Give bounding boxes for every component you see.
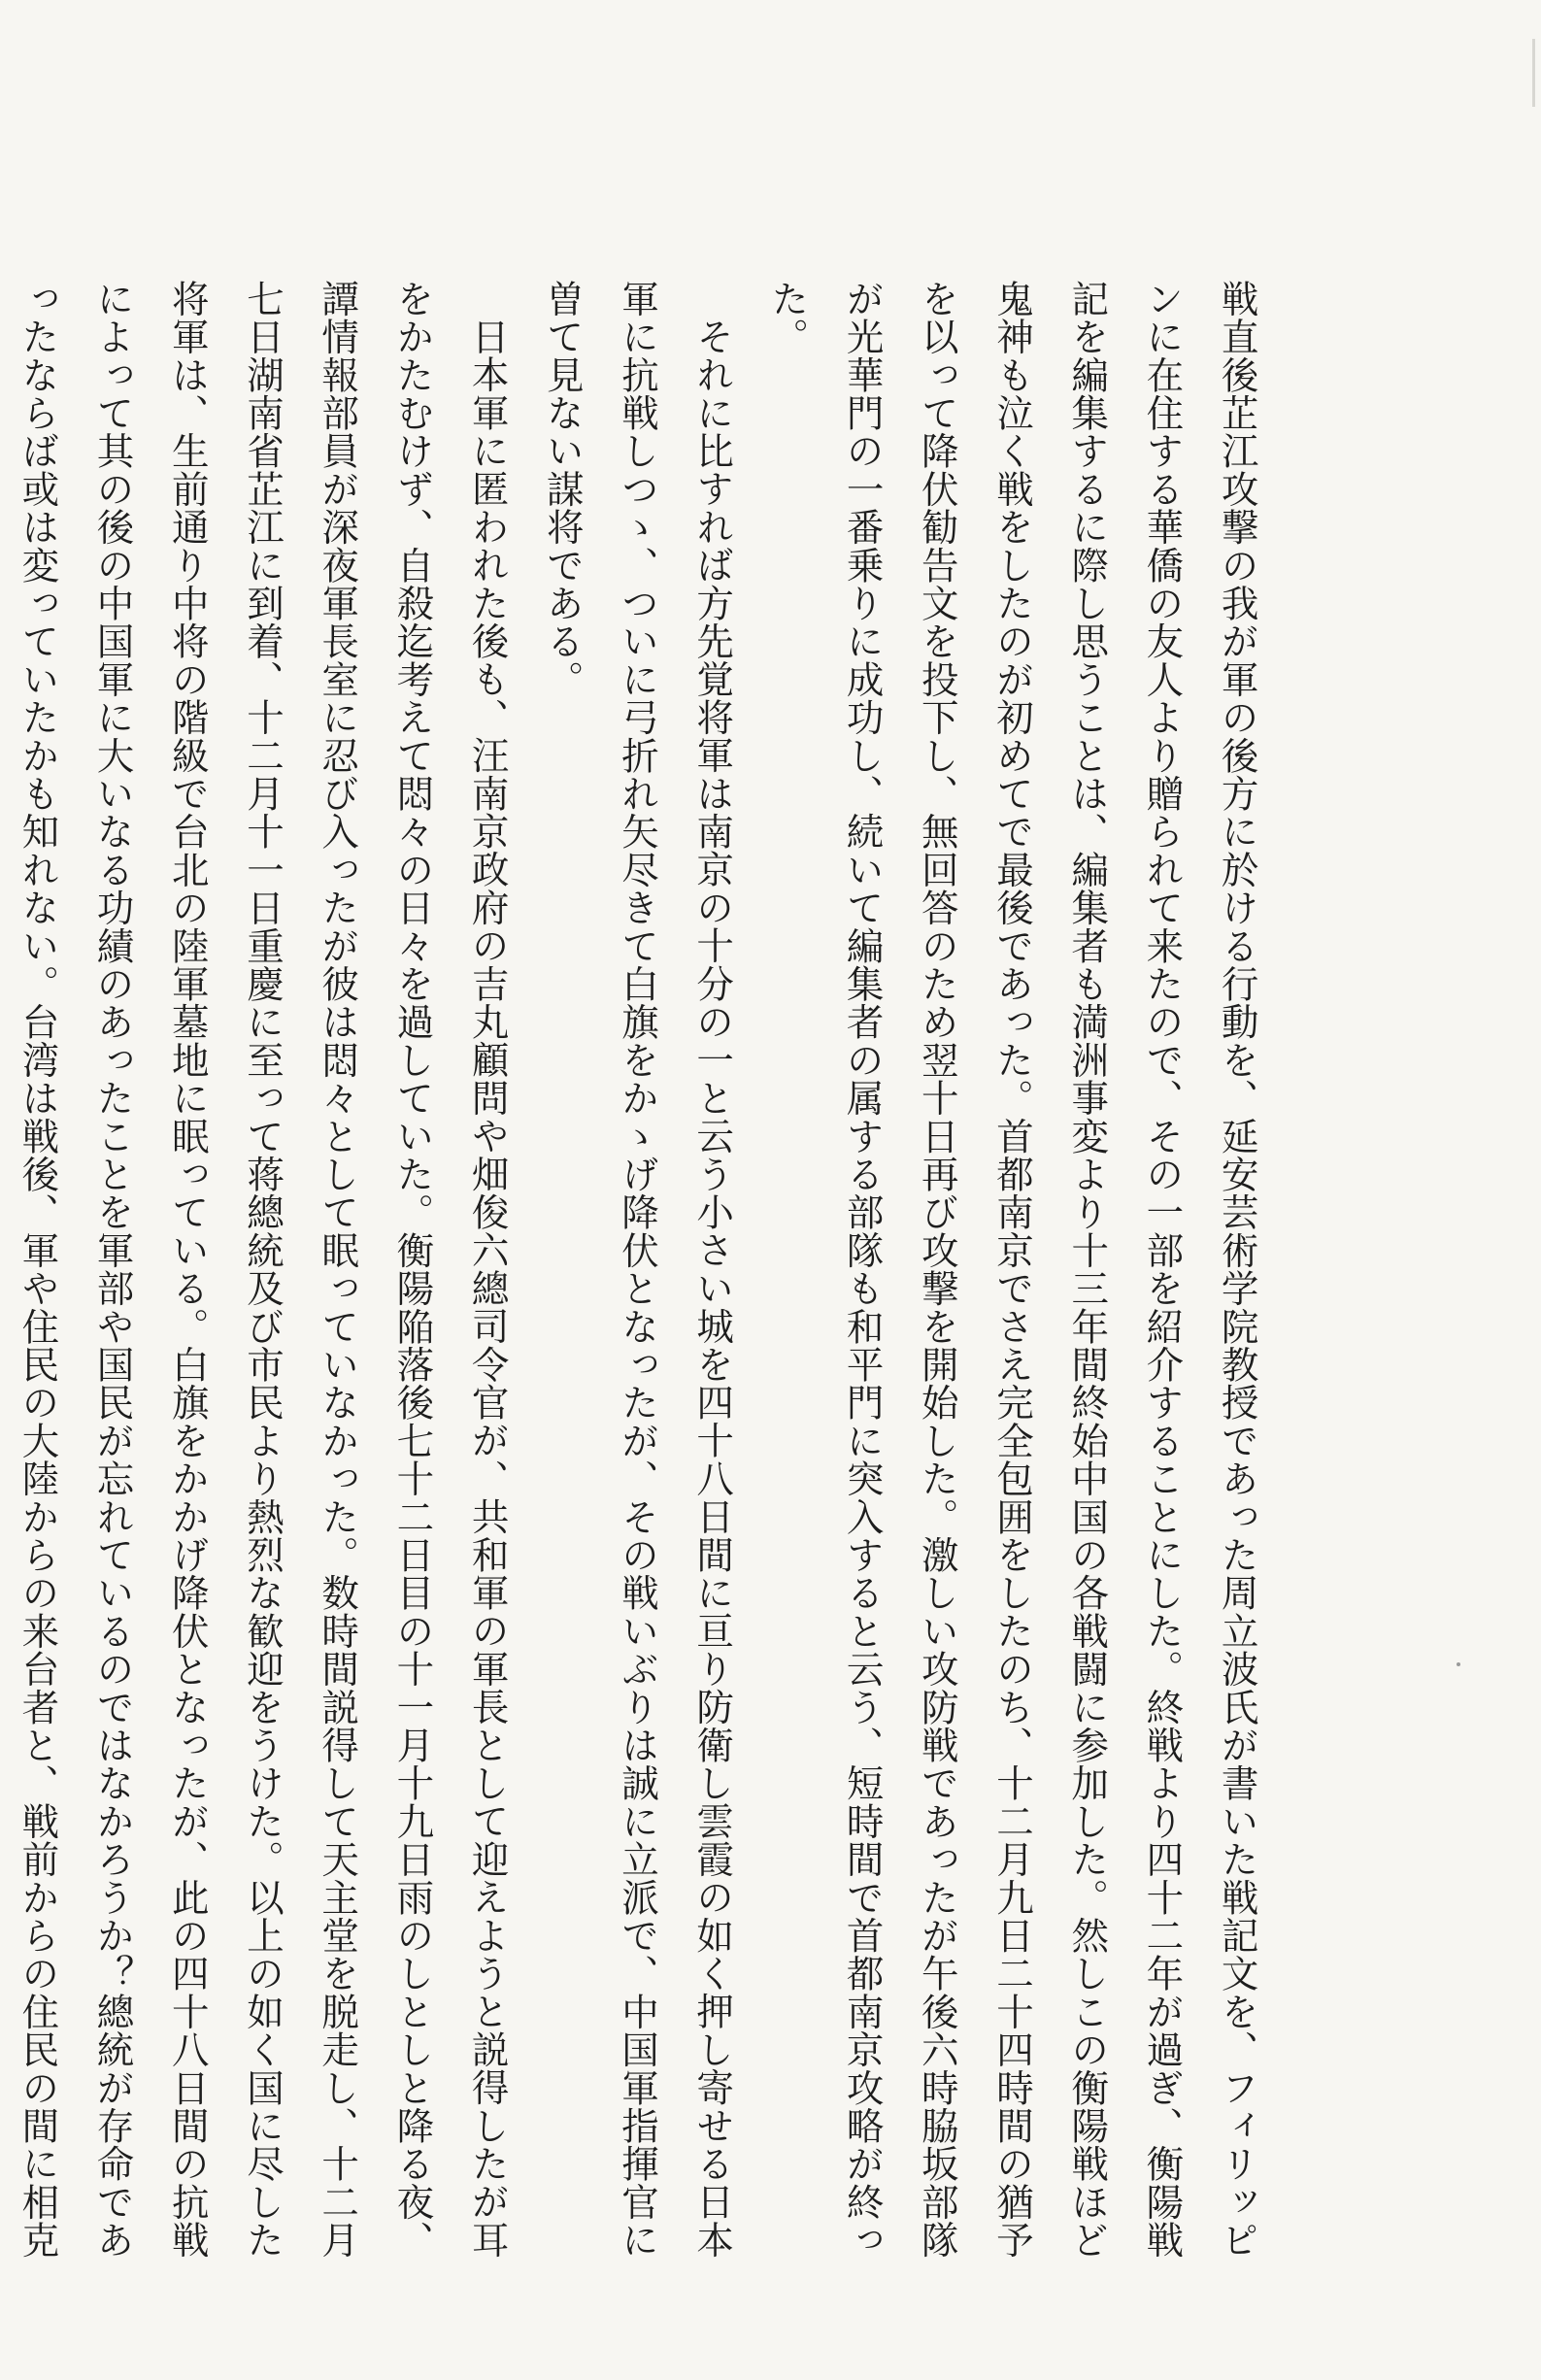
paragraph-2: それに比すれば方先覚将軍は南京の十分の一と云う小さい城を四十八日間に亘り防衛し雲霞の如く押し寄せる日本軍に抗戦しつゝ、ついに弓折れ矢尽きて白旗をかゝげ降伏となったが、その戦いぶりは誠に立派で、中国軍指揮官に曽て見ない謀将である。 bbox=[540, 280, 735, 2260]
vertical-body-text bbox=[0, 280, 1424, 2280]
scan-speck bbox=[1457, 1662, 1460, 1666]
page-edge-shadow bbox=[1532, 39, 1535, 107]
paragraph-3: 日本軍に匿われた後も、汪南京政府の吉丸顧問や畑俊六總司令官が、共和軍の軍長として迎えようと説得したが耳をかたむけず、自殺迄考えて悶々の日々を過していた。衡陽陥落後七十二日目の十一月十九日雨のしとしと降る夜、譚情報部員が深夜軍長室に忍び入ったが彼は悶々として眠っていなかった。数時間説得して天主堂を脱走し、十二月七日湖南省芷江に到着、十二月十一日重慶に至って蒋總統及び市民より熱烈な歓迎をうけた。以上の如く国に尽した将軍は、生前通り中将の階級で台北の陸軍墓地に眠っている。白旗をかかげ降伏となったが、此の四十八日間の抗戦によって其の後の中国軍に大いなる功績のあったことを軍部や国民が忘れているのではなかろうか？總統が存命であったならば或は変っていたかも知れない。台湾は戦後、軍や住民の大陸からの来台者と、戦前からの住民の間に相克 bbox=[16, 280, 510, 2260]
paragraph-1: 戦直後芷江攻撃の我が軍の後方に於ける行動を、延安芸術学院教授であった周立波氏が書いた戦記文を、フィリッピンに在住する華僑の友人より贈られて来たので、その一部を紹介することにした。終戦より四十二年が過ぎ、衡陽戦記を編集するに際し思うことは、編集者も満洲事変より十三年間終始中国の各戦闘に参加した。然しこの衡陽戦ほど鬼神も泣く戦をしたのが初めてで最後であった。首都南京でさえ完全包囲をしたのち、十二月九日二十四時間の猶予を以って降伏勧告文を投下し、無回答のため翌十日再び攻撃を開始した。激しい攻防戦であったが午後六時脇坂部隊が光華門の一番乗りに成功し、続いて編集者の属する部隊も和平門に突入すると云う、短時間で首都南京攻略が終った。 bbox=[765, 280, 1259, 2260]
